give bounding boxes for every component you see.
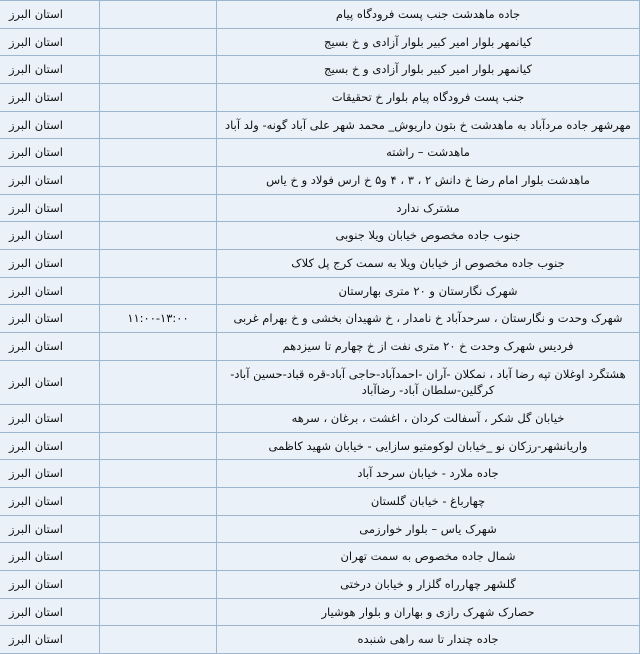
cell-time bbox=[100, 571, 217, 599]
cell-area: مشترک ندارد bbox=[217, 194, 640, 222]
cell-time bbox=[100, 28, 217, 56]
cell-area: شهرک وحدت و نگارستان ، سرحدآباد خ نامدار ، خ شهیدان بخشی و خ بهرام غربی bbox=[217, 305, 640, 333]
cell-province: استان البرز bbox=[0, 626, 100, 654]
cell-time bbox=[100, 84, 217, 112]
table-row bbox=[0, 488, 640, 516]
cell-time bbox=[100, 543, 217, 571]
cell-time bbox=[100, 1, 217, 29]
cell-area: شمال جاده مخصوص به سمت تهران bbox=[217, 543, 640, 571]
cell-province: استان البرز bbox=[0, 28, 100, 56]
cell-area: کیانمهر بلوار امیر کبیر بلوار آزادی و خ بسیج bbox=[217, 28, 640, 56]
cell-province: استان البرز bbox=[0, 84, 100, 112]
table-row bbox=[0, 167, 640, 195]
cell-time bbox=[100, 626, 217, 654]
cell-province: استان البرز bbox=[0, 139, 100, 167]
cell-area: جاده چندار تا سه راهی شنبده bbox=[217, 626, 640, 654]
table-row bbox=[0, 1, 640, 29]
cell-area: گلشهر چهارراه گلزار و خیابان درختی bbox=[217, 571, 640, 599]
cell-province: استان البرز bbox=[0, 111, 100, 139]
cell-time bbox=[100, 515, 217, 543]
table-row bbox=[0, 405, 640, 433]
cell-province: استان البرز bbox=[0, 305, 100, 333]
table-body bbox=[0, 1, 640, 654]
table-row bbox=[0, 543, 640, 571]
cell-time bbox=[100, 222, 217, 250]
cell-area: چهارباغ - خیابان گلستان bbox=[217, 488, 640, 516]
cell-area: کیانمهر بلوار امیر کبیر بلوار آزادی و خ بسیج bbox=[217, 56, 640, 84]
table-row bbox=[0, 360, 640, 404]
cell-area: جنب پست فرودگاه پیام بلوار خ تحقیقات bbox=[217, 84, 640, 112]
cell-area: شهرک نگارستان و ۲۰ متری بهارستان bbox=[217, 277, 640, 305]
cell-province: استان البرز bbox=[0, 543, 100, 571]
cell-province: استان البرز bbox=[0, 488, 100, 516]
cell-area: ماهدشت – راشته bbox=[217, 139, 640, 167]
cell-time bbox=[100, 111, 217, 139]
cell-area: هشتگرد اوغلان تپه رضا آباد ، نمکلان -آران -احمدآباد-حاجی آباد-قره قباد-حسین آباد-کرگلین-سلطان آباد- رضاآباد bbox=[217, 360, 640, 404]
table-row bbox=[0, 250, 640, 278]
table-row bbox=[0, 84, 640, 112]
cell-province: استان البرز bbox=[0, 405, 100, 433]
cell-province: استان البرز bbox=[0, 598, 100, 626]
cell-time bbox=[100, 277, 217, 305]
cell-area: خیابان گل شکر ، آسفالت کردان ، اغشت ، برغان ، سرهه bbox=[217, 405, 640, 433]
cell-time bbox=[100, 56, 217, 84]
cell-province: استان البرز bbox=[0, 333, 100, 361]
cell-time bbox=[100, 167, 217, 195]
table-row bbox=[0, 111, 640, 139]
cell-time: ۱۱:۰۰-۱۳:۰۰ bbox=[100, 305, 217, 333]
table-row bbox=[0, 277, 640, 305]
table-row bbox=[0, 515, 640, 543]
cell-time bbox=[100, 360, 217, 404]
table-row bbox=[0, 571, 640, 599]
cell-area: مهرشهر جاده مردآباد به ماهدشت خ بتون داریوش_ محمد شهر علی آباد گونه- ولد آباد bbox=[217, 111, 640, 139]
cell-time bbox=[100, 250, 217, 278]
cell-province: استان البرز bbox=[0, 460, 100, 488]
cell-area: حصارک شهرک رازی و بهاران و بلوار هوشیار bbox=[217, 598, 640, 626]
table-row bbox=[0, 139, 640, 167]
cell-time bbox=[100, 488, 217, 516]
table-row bbox=[0, 626, 640, 654]
cell-time bbox=[100, 139, 217, 167]
cell-area: واریانشهر-رزکان نو _خیابان لوکومتیو سازایی - خیابان شهید کاظمی bbox=[217, 432, 640, 460]
cell-province: استان البرز bbox=[0, 167, 100, 195]
cell-area: جنوب جاده مخصوص از خیابان ویلا به سمت کرج پل کلاک bbox=[217, 250, 640, 278]
cell-time bbox=[100, 333, 217, 361]
table-row bbox=[0, 598, 640, 626]
table-row bbox=[0, 194, 640, 222]
cell-province: استان البرز bbox=[0, 515, 100, 543]
cell-area: شهرک یاس – بلوار خوارزمی bbox=[217, 515, 640, 543]
cell-time bbox=[100, 432, 217, 460]
cell-area: فردیس شهرک وحدت خ ۲۰ متری نفت از خ چهارم تا سیزدهم bbox=[217, 333, 640, 361]
table-row bbox=[0, 28, 640, 56]
table-row bbox=[0, 305, 640, 333]
table-row bbox=[0, 460, 640, 488]
cell-province: استان البرز bbox=[0, 277, 100, 305]
cell-area: جاده ملارد - خیابان سرحد آباد bbox=[217, 460, 640, 488]
cell-province: استان البرز bbox=[0, 222, 100, 250]
table-row bbox=[0, 333, 640, 361]
cell-province: استان البرز bbox=[0, 56, 100, 84]
cell-time bbox=[100, 460, 217, 488]
cell-province: استان البرز bbox=[0, 194, 100, 222]
cell-area: جاده ماهدشت جنب پست فرودگاه پیام bbox=[217, 1, 640, 29]
cell-time bbox=[100, 598, 217, 626]
cell-province: استان البرز bbox=[0, 432, 100, 460]
cell-area: ماهدشت بلوار امام رضا خ دانش ۲ ، ۳ ، ۴ و۵ خ ارس فولاد و خ یاس bbox=[217, 167, 640, 195]
table-row bbox=[0, 222, 640, 250]
cell-time bbox=[100, 194, 217, 222]
cell-province: استان البرز bbox=[0, 571, 100, 599]
cell-area: جنوب جاده مخصوص خیابان ویلا جنوبی bbox=[217, 222, 640, 250]
cell-province: استان البرز bbox=[0, 360, 100, 404]
table-row bbox=[0, 432, 640, 460]
cell-province: استان البرز bbox=[0, 1, 100, 29]
cell-time bbox=[100, 405, 217, 433]
cell-province: استان البرز bbox=[0, 250, 100, 278]
table-row bbox=[0, 56, 640, 84]
